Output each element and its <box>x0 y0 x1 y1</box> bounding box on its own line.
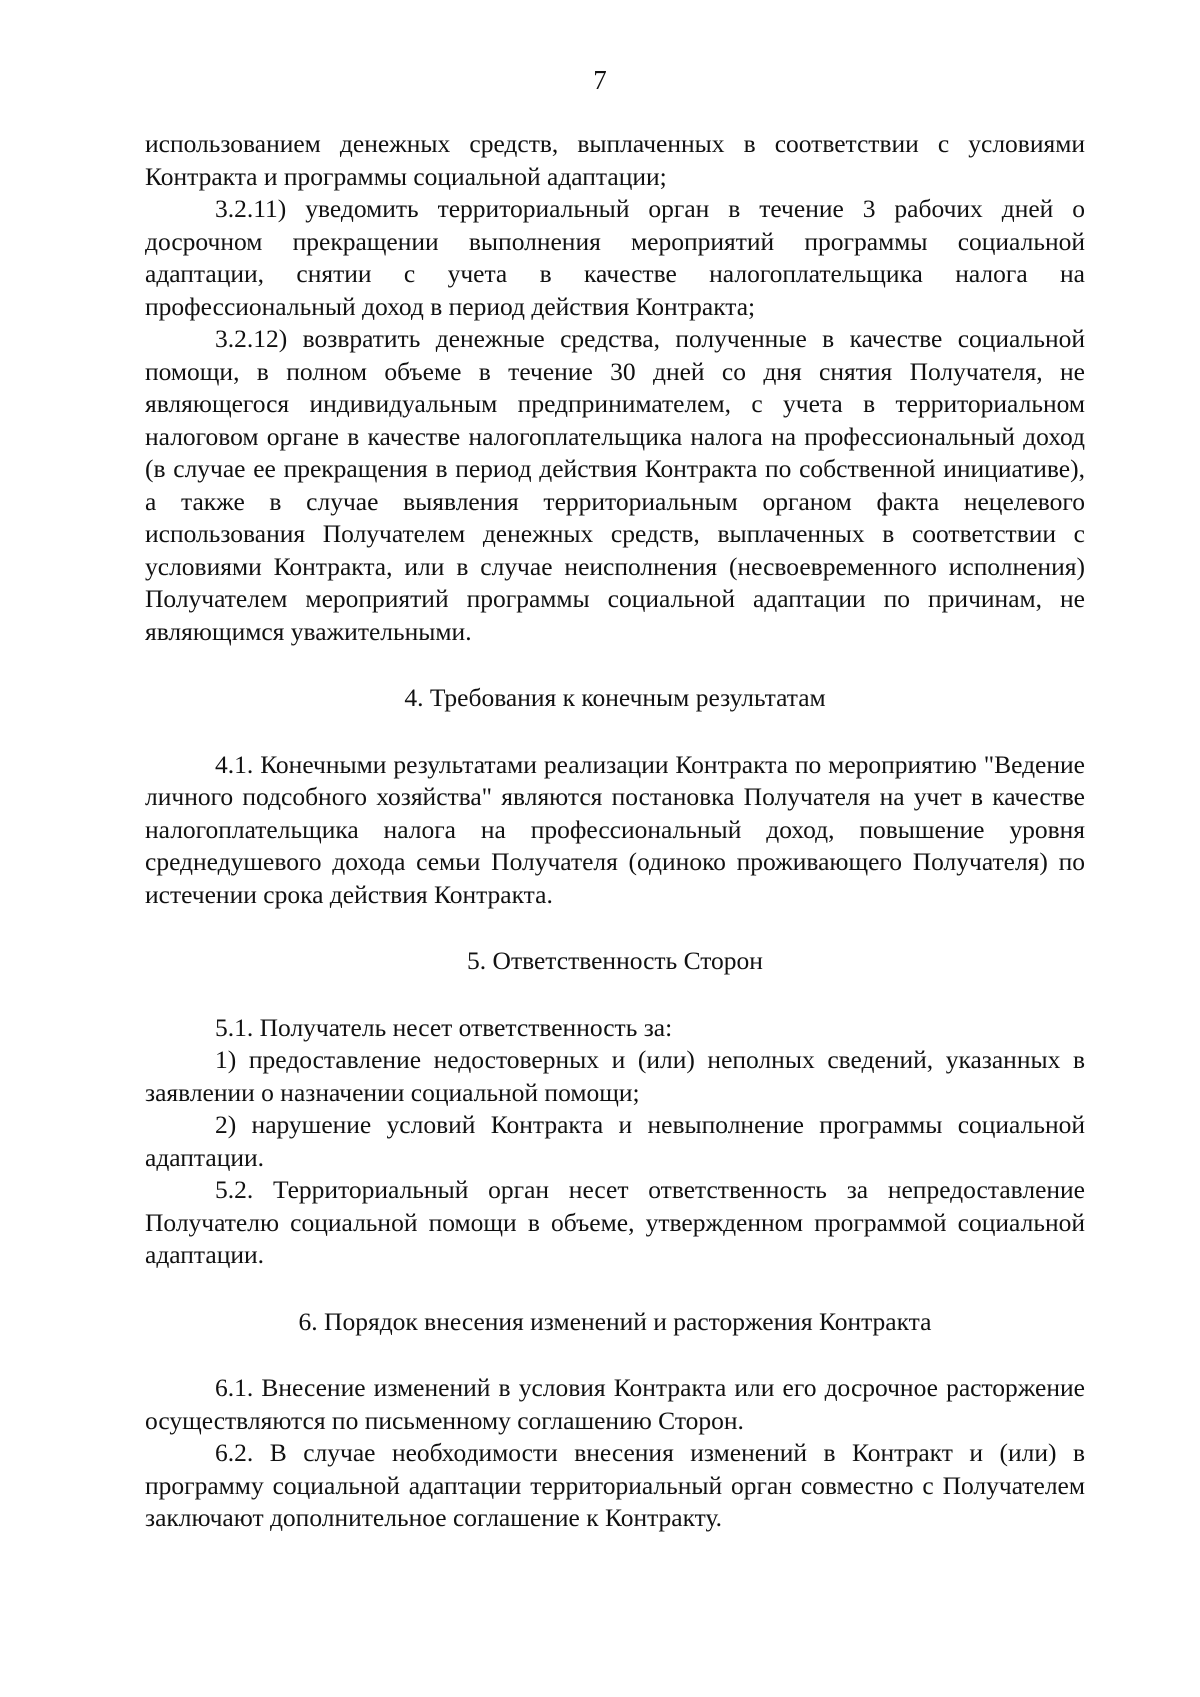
section-heading-6: 6. Порядок внесения изменений и расторжения Контракта <box>298 1306 932 1336</box>
document-body <box>145 128 1085 1535</box>
section-heading-5: 5. Ответственность Сторон <box>467 946 763 975</box>
section-heading-4: 4. Требования к конечным результатам <box>404 683 826 712</box>
paragraph-6-1: 6.1. Внесение изменений в условия Контракта или его досрочное расторжение осуществляются по письменному соглашению Сторон. <box>145 1373 1085 1435</box>
paragraph-continuation: использованием денежных средств, выплаченных в соответствии с условиями Контракта и программы социальной адаптации; <box>145 129 1085 191</box>
paragraph-5-1: 5.1. Получатель несет ответственность за: <box>215 1012 673 1042</box>
paragraph-6-2: 6.2. В случае необходимости внесения изменений в Контракт и (или) в программу социальной адаптации территориальный орган совместно с Получателем заключают дополнительное соглашение к Контракту. <box>145 1438 1085 1532</box>
paragraph-3-2-11: 3.2.11) уведомить территориальный орган в течение 3 рабочих дней о досрочном прекращении выполнения мероприятий программы социальной адаптации, снятии с учета в качестве налогоплательщика налога на профессиональный доход в период действия Контракта; <box>145 194 1085 321</box>
paragraph-5-1-2: 2) нарушение условий Контракта и невыполнение программы социальной адаптации. <box>145 1110 1085 1172</box>
paragraph-4-1: 4.1. Конечными результатами реализации Контракта по мероприятию "Ведение личного подсобного хозяйства" являются постановка Получателя на учет в качестве налогоплательщика налога на профессиональный доход, повышение уровня среднедушевого дохода семьи Получателя (одиноко проживающего Получателя) по истечении срока действия Контракта. <box>145 749 1085 909</box>
page-number: 7 <box>593 65 607 95</box>
paragraph-5-2: 5.2. Территориальный орган несет ответственность за непредоставление Получателю социальной помощи в объеме, утвержденном программой социальной адаптации. <box>145 1175 1085 1269</box>
paragraph-5-1-1: 1) предоставление недостоверных и (или) неполных сведений, указанных в заявлении о назначении социальной помощи; <box>145 1045 1085 1107</box>
paragraph-3-2-12: 3.2.12) возвратить денежные средства, полученные в качестве социальной помощи, в полном объеме в течение 30 дней со дня снятия Получателя, не являющегося индивидуальным предпринимателем, с учета в территориальном налоговом органе в качестве налогоплательщика налога на профессиональный доход (в случае ее прекращения в период действия Контракта по собственной инициативе), а также в случае выявления территориальным органом факта нецелевого использования Получателем денежных средств, выплаченных в соответствии с условиями Контракта, или в случае неисполнения (несвоевременного исполнения) Получателем мероприятий программы социальной адаптации по причинам, не являющимся уважительными. <box>145 324 1085 646</box>
